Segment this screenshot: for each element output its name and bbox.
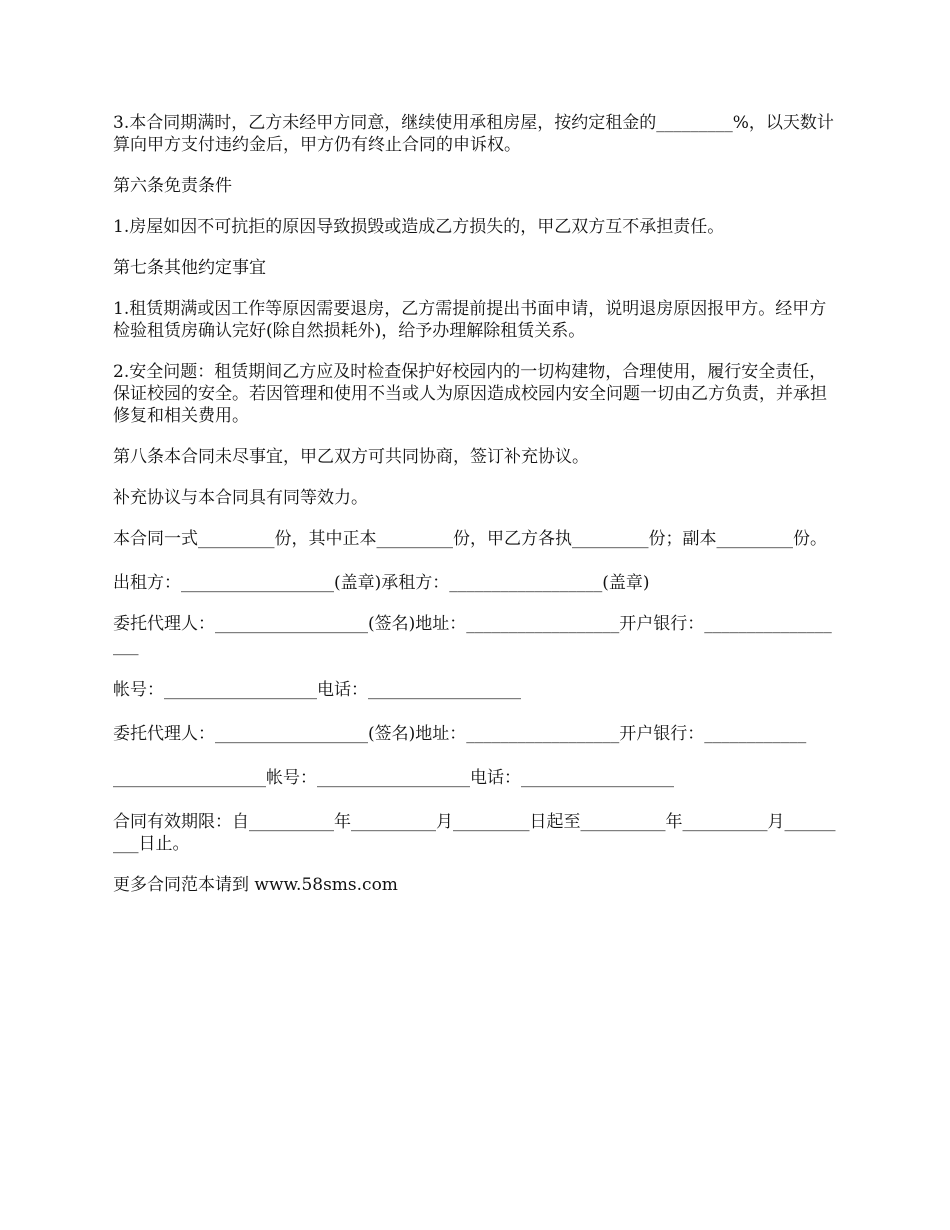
lessee-agent-line: 委托代理人：__________________(签名)地址：__________________开户银行：____________	[113, 724, 807, 744]
document-body	[113, 112, 839, 915]
supplement-validity: 补充协议与本合同具有同等效力。	[113, 488, 368, 508]
lessee-account-line: __________________帐号：__________________电话：__________________	[113, 768, 674, 788]
footer-source-note: 更多合同范本请到 www.58sms.com	[113, 875, 398, 895]
clause-6-1-force-majeure: 1.房屋如因不可抗拒的原因导致损毁或造成乙方损失的，甲乙双方互不承担责任。	[113, 217, 725, 237]
clause-7-2-safety: 2.安全问题：租赁期间乙方应及时检查保护好校园内的一切构建物，合理使用，履行安全责任，保证校园的安全。若因管理和使用不当或人为原因造成校园内安全问题一切由乙方负责，并承担修复和相关费用。	[113, 362, 827, 426]
signature-parties: 出租方：__________________(盖章)承租方：__________________(盖章)	[113, 573, 650, 593]
article-7-heading: 第七条其他约定事宜	[113, 258, 266, 278]
copies-clause: 本合同一式_________份，其中正本_________份，甲乙方各执_________份；副本_________份。	[113, 529, 827, 549]
clause-7-1-move-out: 1.租赁期满或因工作等原因需要退房，乙方需提前提出书面申请，说明退房原因报甲方。经甲方检验租赁房确认完好(除自然损耗外)，给予办理解除租赁关系。	[113, 299, 827, 341]
contract-term-line: 合同有效期限：自__________年__________月_________日起至__________年__________月_________日止。	[113, 812, 836, 854]
article-6-heading: 第六条免责条件	[113, 176, 232, 196]
lessor-agent-line: 委托代理人：__________________(签名)地址：__________________开户银行：__________________	[113, 614, 832, 656]
clause-5-3-penalty: 3.本合同期满时，乙方未经甲方同意，继续使用承租房屋，按约定租金的_________%，以天数计算向甲方支付违约金后，甲方仍有终止合同的申诉权。	[113, 113, 834, 155]
lessor-account-line: 帐号：__________________电话：__________________	[113, 680, 521, 700]
article-8-heading: 第八条本合同未尽事宜，甲乙双方可共同协商，签订补充协议。	[113, 447, 589, 467]
